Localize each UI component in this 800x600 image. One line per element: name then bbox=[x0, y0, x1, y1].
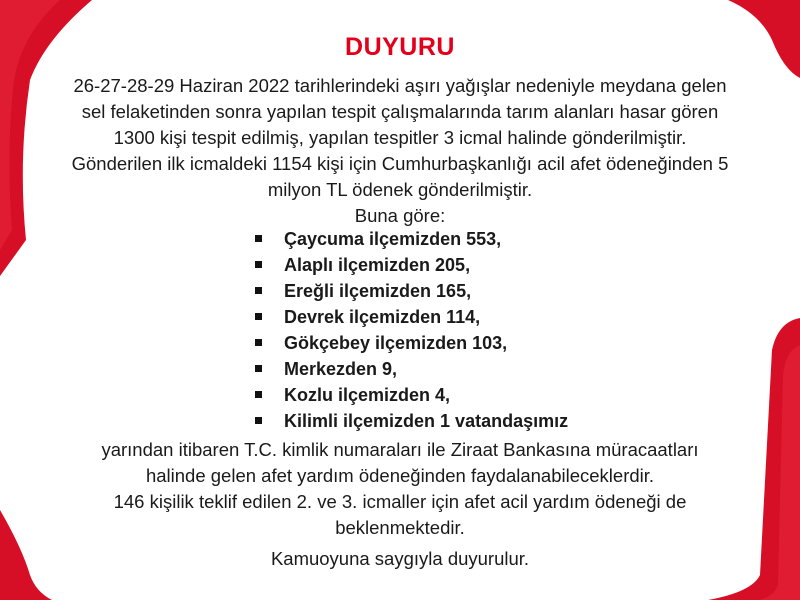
intro-line: milyon TL ödenek gönderilmiştir. bbox=[267, 179, 533, 200]
square-bullet-icon bbox=[255, 417, 262, 424]
district-text: Kozlu ilçemizden 4, bbox=[284, 385, 451, 405]
district-text: Çaycuma ilçemizden 553, bbox=[284, 229, 502, 249]
list-item bbox=[255, 382, 568, 408]
district-text: Ereğli ilçemizden 165, bbox=[284, 281, 472, 301]
district-text: Alaplı ilçemizden 205, bbox=[284, 255, 471, 275]
list-item bbox=[255, 278, 568, 304]
district-text: Devrek ilçemizden 114, bbox=[284, 307, 481, 327]
square-bullet-icon bbox=[255, 391, 262, 398]
list-item bbox=[255, 408, 568, 434]
square-bullet-icon bbox=[255, 261, 262, 268]
list-item bbox=[255, 252, 568, 278]
district-text: Gökçebey ilçemizden 103, bbox=[284, 333, 508, 353]
outro-line: halinde gelen afet yardım ödeneğinden faydalanabileceklerdir. bbox=[145, 465, 655, 486]
intro-paragraph bbox=[30, 73, 770, 229]
outro-line: yarından itibaren T.C. kimlik numaraları ile Ziraat Bankasına müracaatları bbox=[101, 439, 699, 460]
list-item bbox=[255, 330, 568, 356]
intro-line: Gönderilen ilk icmaldeki 1154 kişi için Cumhurbaşkanlığı acil afet ödeneğinden 5 bbox=[71, 153, 729, 174]
square-bullet-icon bbox=[255, 287, 262, 294]
square-bullet-icon bbox=[255, 339, 262, 346]
outro-line: beklenmektedir. bbox=[335, 517, 465, 538]
intro-line: Buna göre: bbox=[354, 205, 446, 226]
district-text: Kilimli ilçemizden 1 vatandaşımız bbox=[284, 411, 569, 431]
outro-paragraph bbox=[30, 437, 770, 541]
square-bullet-icon bbox=[255, 235, 262, 242]
square-bullet-icon bbox=[255, 313, 262, 320]
closing-line: Kamuoyuna saygıyla duyurulur. bbox=[270, 548, 530, 569]
district-list bbox=[255, 226, 568, 434]
intro-line: sel felaketinden sonra yapılan tespit çalışmalarında tarım alanları hasar gören bbox=[81, 101, 719, 122]
outro-line: 146 kişilik teklif edilen 2. ve 3. icmaller için afet acil yardım ödeneği de bbox=[113, 491, 687, 512]
list-item bbox=[255, 226, 568, 252]
intro-line: 1300 kişi tespit edilmiş, yapılan tespitler 3 icmal halinde gönderilmiştir. bbox=[113, 127, 687, 148]
list-item bbox=[255, 304, 568, 330]
district-text: Merkezden 9, bbox=[284, 359, 398, 379]
square-bullet-icon bbox=[255, 365, 262, 372]
announcement-title: DUYURU bbox=[345, 33, 455, 61]
intro-line: 26-27-28-29 Haziran 2022 tarihlerindeki aşırı yağışlar nedeniyle meydana gelen bbox=[73, 75, 727, 96]
list-item bbox=[255, 356, 568, 382]
